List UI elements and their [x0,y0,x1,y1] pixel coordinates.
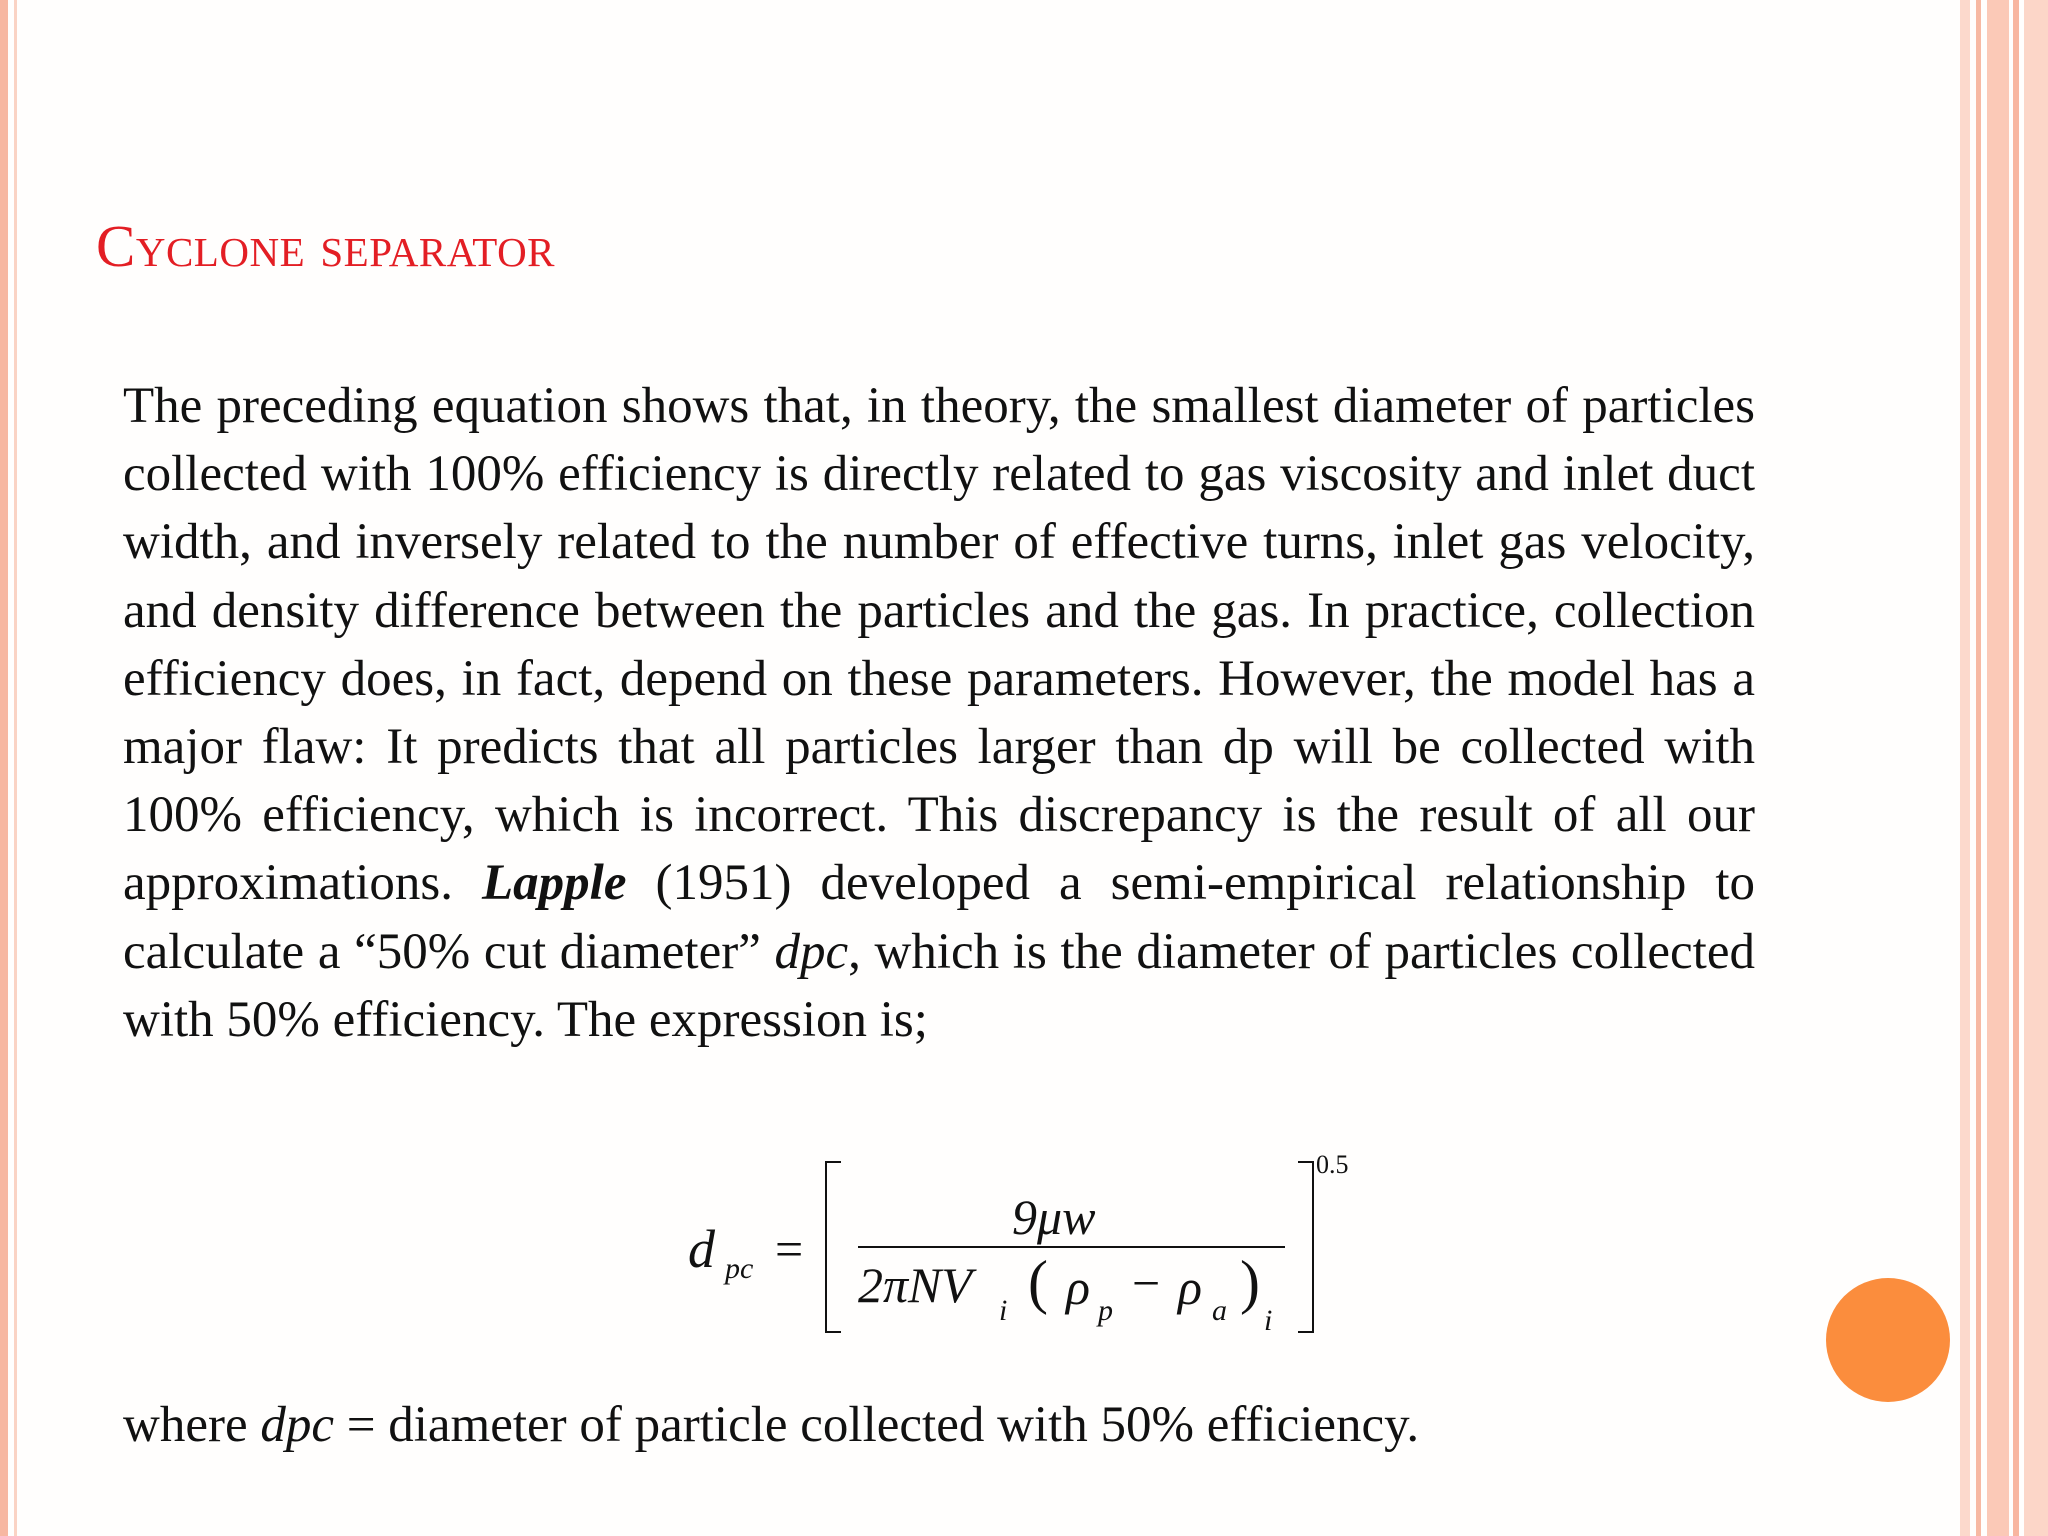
formula-minus: − [1132,1255,1161,1311]
formula-close-paren: ) [1240,1249,1260,1315]
where-definition [123,1396,1419,1454]
formula-sub-a: a [1212,1294,1227,1327]
formula-d: d [688,1219,715,1279]
fraction-bar [858,1246,1285,1248]
formula-sub-p: p [1098,1294,1113,1327]
dpc-symbol: dpc [774,923,849,980]
paragraph-text: The preceding equation shows that, in theory, the smallest diameter of particles collected with 100% efficiency is directly related to gas viscosity and inlet duct width, and inversely related to the number of effective turns, inlet gas velocity, and density difference between the particles and the gas. In practice, collection efficiency does, in fact, depend on these parameters. However, the model has a major flaw: It predicts that all particles larger than dp will be collected with 100% efficiency, which is incorrect. This discrepancy is the result of all our approximations. [123,378,1755,912]
formula-numerator: 9μw [1012,1189,1096,1245]
formula-sub-i: i [999,1294,1008,1327]
formula-equals: = [775,1221,804,1277]
paragraph-text: , which is the diameter of particles collected with 50% efficiency. The expression is; [123,923,1755,1048]
formula-sub-i-outer: i [1264,1304,1273,1337]
author-name: Lapple [482,855,627,912]
formula-exponent: 0.5 [1316,1150,1349,1179]
where-text: = diameter of particle collected with 50% efficiency. [333,1397,1420,1453]
formula-rho-a: ρ [1178,1259,1202,1315]
formula-denominator: 2πNV [858,1257,972,1313]
where-prefix: where [123,1397,261,1453]
formula-sub-pc: pc [725,1252,754,1285]
right-bracket [1298,1161,1314,1333]
formula-rho-p: ρ [1066,1259,1090,1315]
slide-title: Cyclone separator [96,213,556,279]
left-bracket [825,1161,841,1333]
formula-open-paren: ( [1028,1249,1048,1315]
paragraph-text: (1951) developed a semi-empirical relationship to calculate a “50% cut diameter” [123,855,1755,980]
decorative-dot [1826,1278,1950,1402]
where-symbol: dpc [260,1397,334,1453]
